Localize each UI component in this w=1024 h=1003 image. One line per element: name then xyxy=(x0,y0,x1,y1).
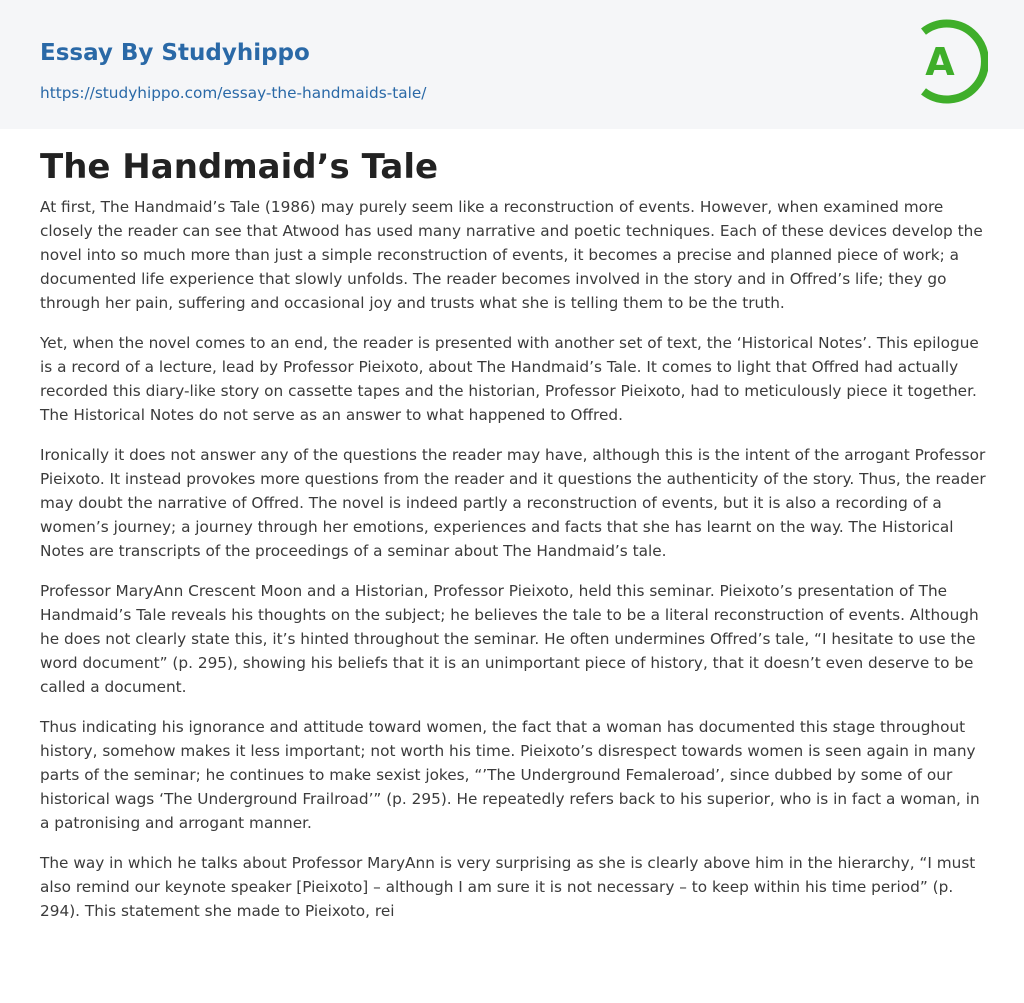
essay-paragraph-2: Yet, when the novel comes to an end, the reader is presented with another set of text, the ‘Historical Notes’. This epilogue is a record of a lecture, lead by Professor Pieixoto, about The Handmaid’s Tale. It comes to light that Offred had actually recorded this diary-like story on cassette tapes and the historian, Professor Pieixoto, had to meticulously piece it together. The Historical Notes do not serve as an answer to what happened to Offred. xyxy=(40,334,979,424)
essay-paragraph-5: Thus indicating his ignorance and attitude toward women, the fact that a woman has documented this stage throughout history, somehow makes it less important; not worth his time. Pieixoto’s disrespect towards women is seen again in many parts of the seminar; he continues to make sexist jokes, “’The Underground Femaleroad’, since dubbed by some of our historical wags ‘The Underground Frailroad’” (p. 295). He repeatedly refers back to his superior, who is in fact a woman, in a patronising and arrogant manner. xyxy=(40,718,980,832)
essay-paragraph-4: Professor MaryAnn Crescent Moon and a Historian, Professor Pieixoto, held this seminar. Pieixoto’s presentation of The Handmaid’s Tale reveals his thoughts on the subject; he believes the tale to be a literal reconstruction of events. Although he does not clearly state this, it’s hinted throughout the seminar. He often undermines Offred’s tale, “I hesitate to use the word document” (p. 295), showing his beliefs that it is an unimportant piece of history, that it doesn’t even deserve to be called a document. xyxy=(40,582,979,696)
essay-paragraph-3: Ironically it does not answer any of the questions the reader may have, although this is the intent of the arrogant Professor Pieixoto. It instead provokes more questions from the reader and it questions the authenticity of the story. Thus, the reader may doubt the narrative of Offred. The novel is indeed partly a reconstruction of events, but it is also a recording of a women’s journey; a journey through her emotions, experiences and facts that she has learnt on the way. The Historical Notes are transcripts of the proceedings of a seminar about The Handmaid’s tale. xyxy=(40,446,986,560)
essay-paragraph-6: The way in which he talks about Professor MaryAnn is very surprising as she is clearly above him in the hierarchy, “I must also remind our keynote speaker [Pieixoto] – although I am sure it is not necessary – to keep within his time period” (p. 294). This statement she made to Pieixoto, rei xyxy=(40,854,976,920)
essay-title: The Handmaid’s Tale xyxy=(40,147,439,187)
essay-url-link[interactable]: https://studyhippo.com/essay-the-handmaids-tale/ xyxy=(40,84,427,102)
essay-content xyxy=(40,145,986,939)
brand-title[interactable]: Essay By Studyhippo xyxy=(40,40,310,66)
studyhippo-logo[interactable] xyxy=(908,17,988,107)
logo-ring-icon xyxy=(908,17,988,107)
logo-letter: A xyxy=(925,40,955,84)
essay-paragraph-1: At first, The Handmaid’s Tale (1986) may purely seem like a reconstruction of events. However, when examined more closely the reader can see that Atwood has used many narrative and poetic techniques. Each of these devices develop the novel into so much more than just a simple reconstruction of events, it becomes a precise and planned piece of work; a documented life experience that slowly unfolds. The reader becomes involved in the story and in Offred’s life; they go through her pain, suffering and occasional joy and trusts what she is telling them to be the truth. xyxy=(40,198,983,312)
site-header xyxy=(0,0,1024,129)
